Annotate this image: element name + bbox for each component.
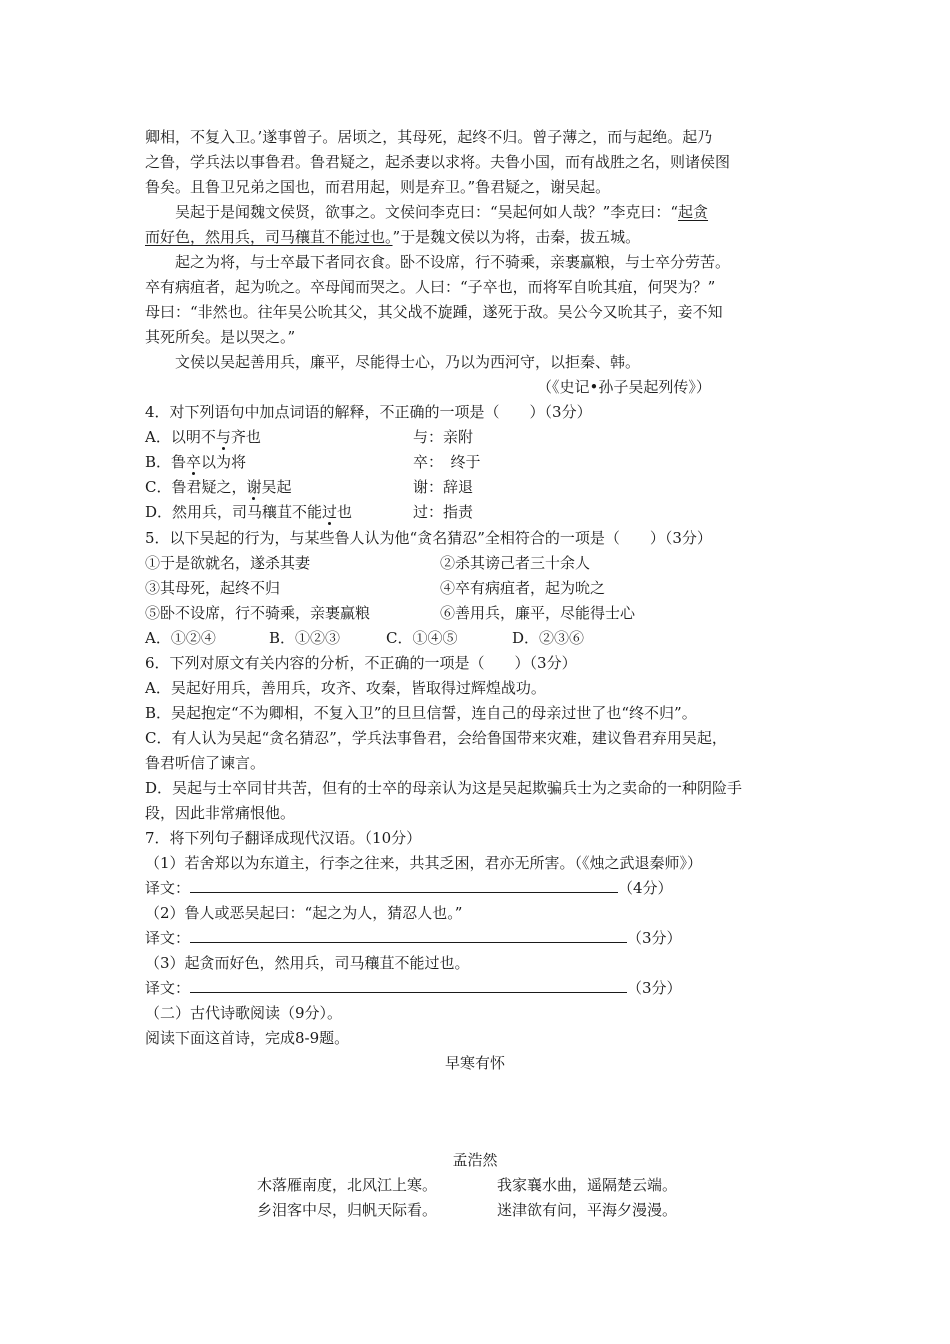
q5-item: ①于是欲就名，遂杀其妻: [145, 554, 311, 572]
q5-item: ④卒有病疽者，起为吮之: [440, 579, 606, 597]
answer-blank-3[interactable]: [190, 978, 627, 993]
answer-blank-1[interactable]: [190, 878, 618, 893]
passage-text: ”于是魏文侯以为将，击秦，拔五城。: [392, 228, 641, 246]
passage-line: 母曰：“非然也。往年吴公吮其父，其父战不旋踵，遂死于敌。吴公今又吮其子，妾不知: [145, 303, 723, 321]
option-text: C．鲁君疑之，: [145, 478, 247, 496]
q4-option-c: [145, 477, 292, 497]
answer-label: 译文：: [145, 879, 191, 897]
option-text: 以为将: [201, 453, 247, 471]
passage-line: [145, 202, 708, 222]
passage-line: 文侯以吴起善用兵，廉平，尽能得士心，乃以为西河守，以拒秦、韩。: [175, 353, 641, 371]
passage-line: 其死所矣。是以哭之。”: [145, 328, 296, 346]
q4-option-b: [145, 452, 246, 472]
q7-sentence-1: （1）若舍郑以为东道主，行李之往来，共其乏困，君亦无所害。（《烛之武退秦师》）: [145, 854, 703, 872]
q5-item: ②杀其谤己者三十余人: [440, 554, 591, 572]
passage-line: 起之为将，与士卒最下者同衣食。卧不设席，行不骑乘，亲裹赢粮，与士卒分劳苦。: [175, 253, 731, 271]
q7-answer-3: [145, 978, 682, 998]
q5-choice-a: A．①②④: [145, 629, 216, 647]
option-text: 齐也: [230, 428, 261, 446]
poem-line: 我家襄水曲，遥隔楚云端。: [497, 1176, 678, 1194]
q5-choice-d: D．②③⑥: [512, 629, 585, 647]
answer-label: 译文：: [145, 929, 191, 947]
q4-gloss-c: 谢：辞退: [413, 478, 474, 496]
q7-answer-1: [145, 878, 673, 898]
points-label: （4分）: [618, 879, 673, 897]
underlined-sentence: 起贪: [678, 203, 709, 221]
option-text: B．鲁: [145, 453, 187, 471]
dotted-word: 谢: [246, 478, 262, 496]
q6-option-d: D．吴起与士卒同甘共苦，但有的士卒的母亲认为这是吴起欺骗兵士为之卖命的一种阴险手: [145, 779, 743, 797]
points-label: （3分）: [627, 979, 682, 997]
option-text: D．然用兵，司马穰苴不能: [145, 503, 323, 521]
q6-option-b: B．吴起抱定“不为卿相，不复入卫”的旦旦信誓，连自己的母亲过世了也“终不归”。: [145, 704, 697, 722]
q5-item: ⑥善用兵，廉平，尽能得士心: [440, 604, 636, 622]
passage-text: 吴起于是闻魏文侯贤，欲事之。文侯问李克曰：“吴起何如人哉？”李克曰：“: [175, 203, 679, 221]
dotted-word: 与: [215, 428, 231, 446]
q4-option-d: [145, 502, 352, 522]
passage-line: [145, 227, 640, 247]
question-4-stem: 4．对下列语句中加点词语的解释，不正确的一项是（ ）（3分）: [145, 403, 592, 421]
answer-label: 译文：: [145, 979, 191, 997]
q6-option-a: A．吴起好用兵，善用兵，攻齐、攻秦，皆取得过辉煌战功。: [145, 679, 546, 697]
question-7-stem: 7．将下列句子翻译成现代汉语。（10分）: [145, 829, 422, 847]
q6-option-d-cont: 段，因此非常痛恨他。: [145, 804, 296, 822]
q6-option-c-cont: 鲁君听信了谏言。: [145, 754, 266, 772]
q4-gloss-b: 卒： 终于: [413, 453, 481, 471]
option-text: A．以明不: [145, 428, 216, 446]
q4-option-a: [145, 427, 261, 447]
q5-choice-b: B．①②③: [269, 629, 341, 647]
q5-choice-c: C．①④⑤: [386, 629, 458, 647]
points-label: （3分）: [627, 929, 682, 947]
q6-option-c: C．有人认为吴起“贪名猜忍”，学兵法事鲁君，会给鲁国带来灾难，建议鲁君弃用吴起，: [145, 729, 727, 747]
section-instruction: 阅读下面这首诗，完成8-9题。: [145, 1029, 350, 1047]
q7-sentence-3: （3）起贪而好色，然用兵，司马穰苴不能过也。: [145, 954, 470, 972]
q7-sentence-2: （2）鲁人或恶吴起曰：“起之为人，猜忍人也。”: [145, 904, 463, 922]
q7-answer-2: [145, 928, 682, 948]
section-heading: （二）古代诗歌阅读（9分）。: [145, 1004, 343, 1022]
poem-title: 早寒有怀: [444, 1054, 505, 1072]
poem-line: 木落雁南度，北风江上寒。: [257, 1176, 438, 1194]
passage-line: 鲁矣。且鲁卫兄弟之国也，而君用起，则是弃卫。”鲁君疑之，谢吴起。: [145, 178, 611, 196]
passage-line: 卒有病疽者，起为吮之。卒母闻而哭之。人曰：“子卒也，而将军自吮其疽，何哭为？”: [145, 278, 716, 296]
q4-gloss-a: 与：亲附: [413, 428, 474, 446]
dotted-word: 过: [322, 503, 338, 521]
answer-blank-2[interactable]: [190, 928, 627, 943]
passage-line: 之鲁，学兵法以事鲁君。鲁君疑之，起杀妻以求将。夫鲁小国，而有战胜之名，则诸侯图: [145, 153, 731, 171]
passage-line: 卿相，不复入卫。’遂事曾子。居顷之，其母死，起终不归。曾子薄之，而与起绝。起乃: [145, 128, 713, 146]
poem-line: 迷津欲有问，平海夕漫漫。: [497, 1201, 678, 1219]
underlined-sentence: 而好色，然用兵，司马穰苴不能过也。: [145, 228, 393, 246]
option-text: 吴起: [261, 478, 292, 496]
q5-item: ③其母死，起终不归: [145, 579, 281, 597]
passage-source: （《史记•孙子吴起列传》）: [537, 378, 711, 396]
poem-author: 孟浩然: [452, 1151, 498, 1169]
option-text: 也: [337, 503, 353, 521]
poem-line: 乡泪客中尽，归帆天际看。: [257, 1201, 438, 1219]
q5-item: ⑤卧不设席，行不骑乘，亲裹赢粮: [145, 604, 371, 622]
q4-gloss-d: 过：指责: [413, 503, 474, 521]
question-6-stem: 6．下列对原文有关内容的分析，不正确的一项是（ ）（3分）: [145, 654, 577, 672]
dotted-word: 卒: [186, 453, 202, 471]
question-5-stem: 5．以下吴起的行为，与某些鲁人认为他“贪名猜忍”全相符合的一项是（ ）（3分）: [145, 529, 712, 547]
